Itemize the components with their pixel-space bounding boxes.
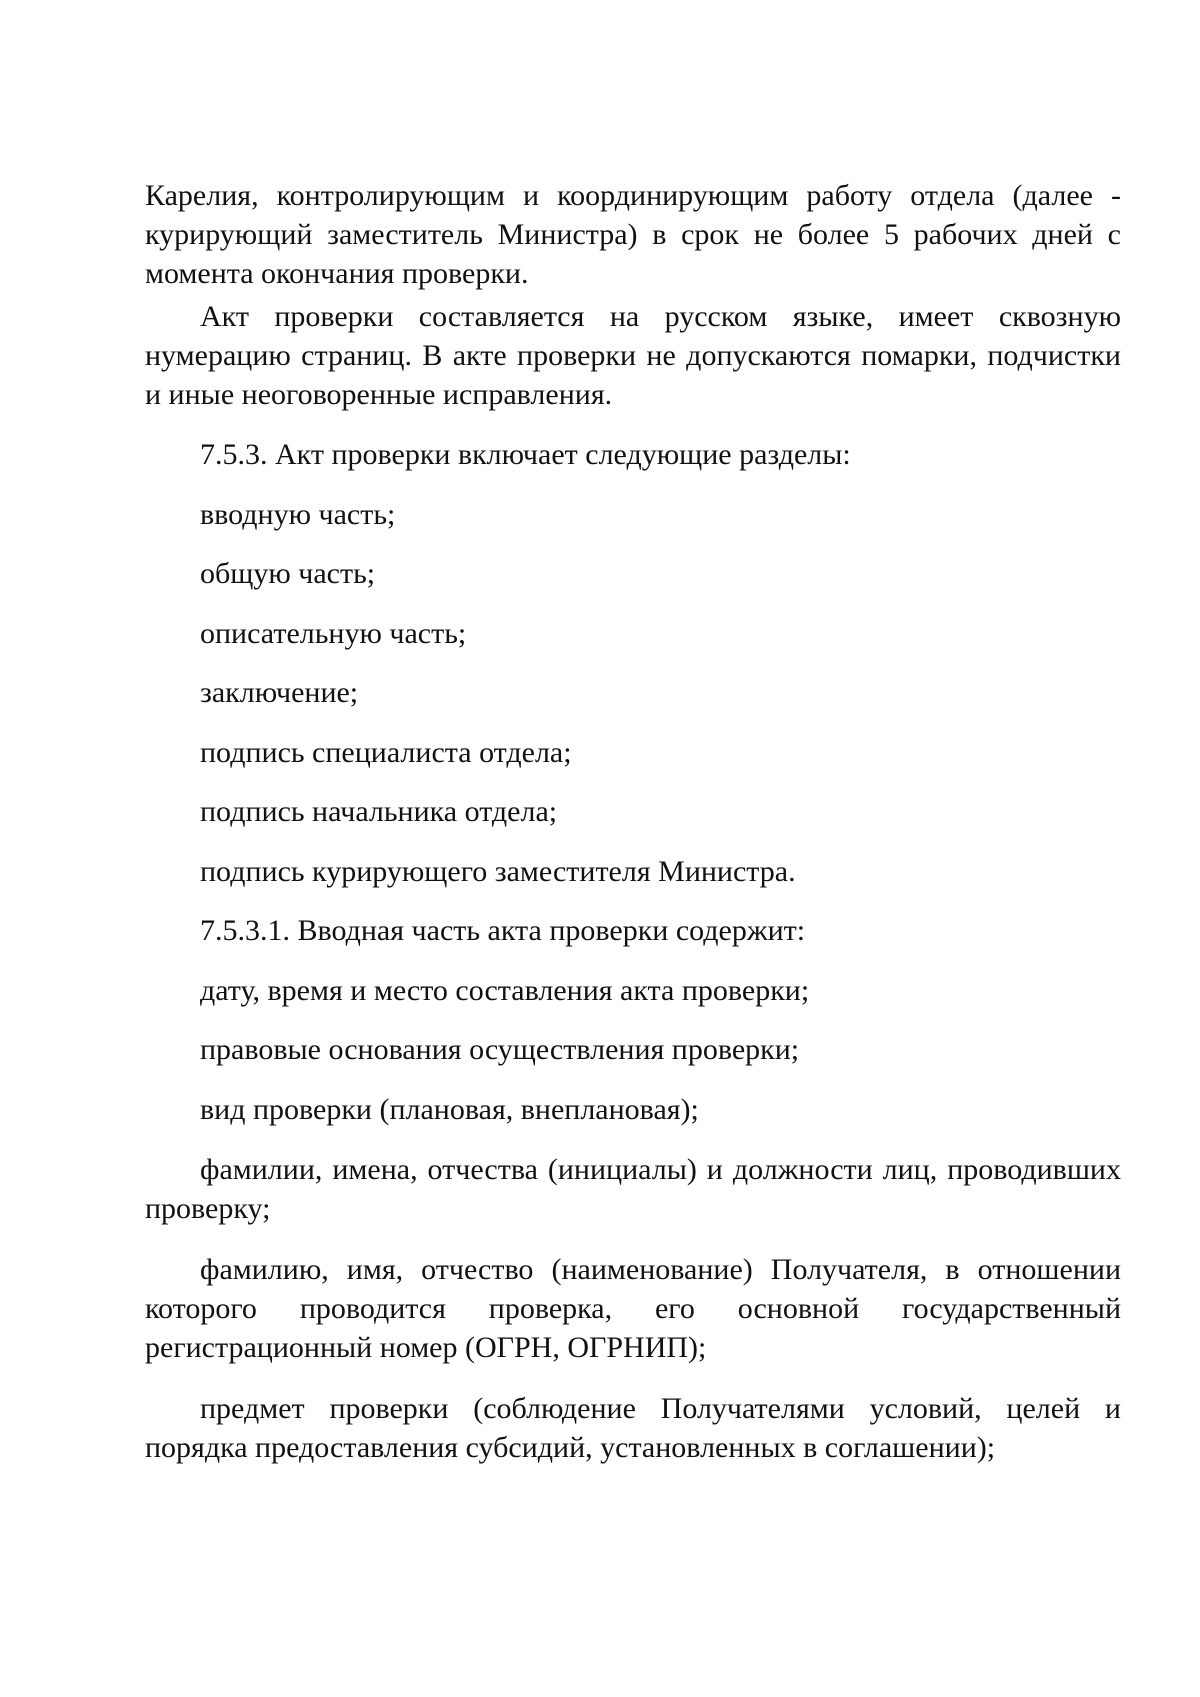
list-item-conclusion: заключение; [200,676,359,709]
list-item-legal-basis: правовые основания осуществления проверки; [200,1033,800,1066]
list-item-recipient: фамилию, имя, отчество (наименование) Получателя, в отношении которого проводится проверка, его основной государственный регистрационный номер (ОГРН, ОГРНИП); [145,1253,1121,1364]
list-item-intro-part: вводную часть; [200,498,396,531]
list-item-inspectors: фамилии, имена, отчества (инициалы) и должности лиц, проводивших проверку; [145,1153,1121,1225]
paragraph-act-language: Акт проверки составляется на русском языке, имеет сквозную нумерацию страниц. В акте проверки не допускаются помарки, подчистки и иные неоговоренные исправления. [145,300,1121,411]
list-item-subject: предмет проверки (соблюдение Получателями условий, целей и порядка предоставления субсидий, установленных в соглашении); [145,1392,1121,1464]
list-item-date-place: дату, время и место составления акта проверки; [200,974,810,1007]
list-item-deputy-signature: подпись курирующего заместителя Министра. [200,855,796,888]
list-item-descriptive-part: описательную часть; [200,617,467,650]
paragraph-continuation: Карелия, контролирующим и координирующим работу отдела (далее - курирующий заместитель Министра) в срок не более 5 рабочих дней с момента окончания проверки. [145,179,1121,290]
section-heading-7-5-3: 7.5.3. Акт проверки включает следующие разделы: [200,438,851,471]
list-item-inspection-type: вид проверки (плановая, внеплановая); [200,1093,699,1126]
list-item-general-part: общую часть; [200,557,376,590]
section-heading-7-5-3-1: 7.5.3.1. Вводная часть акта проверки содержит: [200,914,806,947]
list-item-head-signature: подпись начальника отдела; [200,795,558,828]
list-item-specialist-signature: подпись специалиста отдела; [200,736,572,769]
